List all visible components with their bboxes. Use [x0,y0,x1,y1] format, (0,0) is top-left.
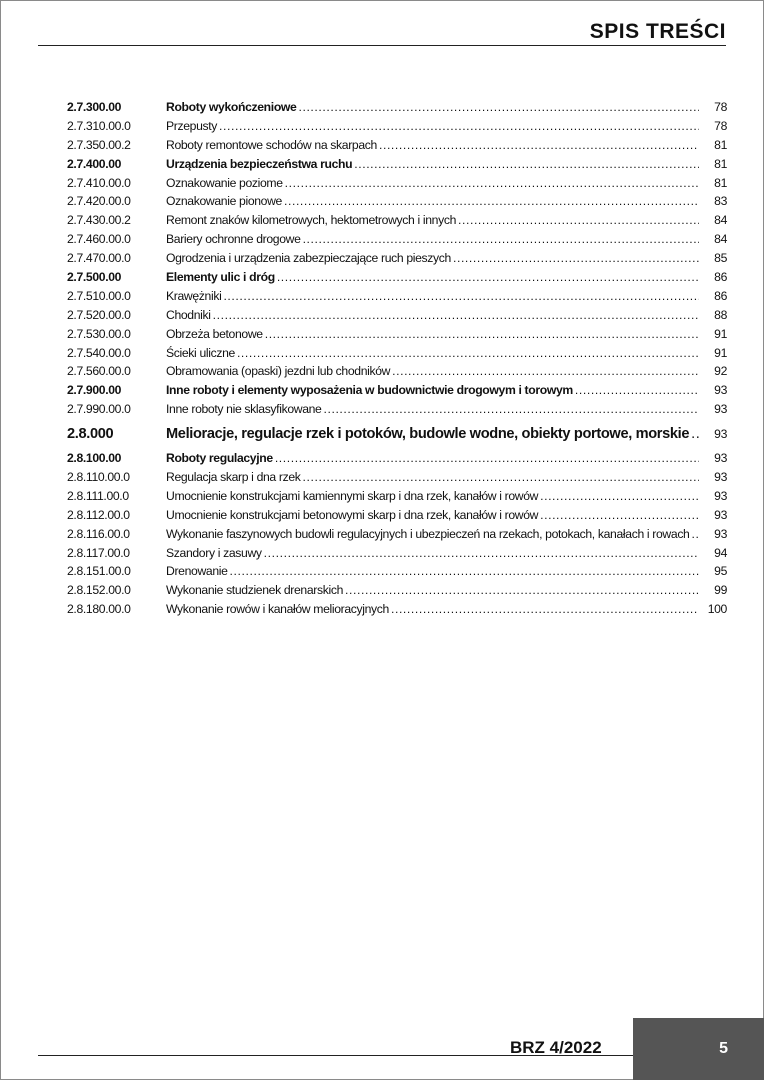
toc-entry-code: 2.7.530.00.0 [67,326,131,341]
dot-leader [345,581,699,600]
toc-entry-code: 2.8.151.00.0 [67,564,131,579]
toc-entry-page: 93 [714,451,727,466]
toc-entry[interactable] [67,230,727,249]
page-number-box [633,1018,764,1080]
toc-entry[interactable] [67,525,727,544]
toc-entry-title-wrap [166,117,703,136]
toc-entry[interactable] [67,306,727,325]
toc-entry[interactable] [67,468,727,487]
toc-entry-page: 95 [714,564,727,579]
toc-entry-title-wrap [166,400,703,419]
toc-entry[interactable] [67,381,727,400]
toc-entry-page: 91 [714,326,727,341]
toc-entry-title: Oznakowanie poziome [166,175,283,190]
toc-entry-title-wrap [166,581,703,600]
toc-entry-code: 2.8.100.00 [67,451,122,466]
dot-leader [298,98,699,117]
toc-entry[interactable] [67,419,727,449]
toc-entry-title-wrap [166,211,703,230]
toc-entry-title: Inne roboty nie sklasyfikowane [166,402,322,417]
toc-entry-code: 2.7.990.00.0 [67,402,131,417]
toc-entry-title: Regulacja skarp i dna rzek [166,470,301,485]
toc-entry-page: 84 [714,213,727,228]
toc-entry-page: 81 [714,175,727,190]
toc-entry-title: Oznakowanie pionowe [166,194,282,209]
toc-entry-code: 2.7.500.00 [67,270,122,285]
toc-entry-code: 2.7.540.00.0 [67,345,131,360]
toc-entry-title-wrap [166,487,703,506]
toc-entry-title: Umocnienie konstrukcjami betonowymi skarp i dna rzek, kanałów i rowów [166,507,539,522]
toc-entry-title: Roboty regulacyjne [166,451,273,466]
toc-entry-page: 94 [714,545,727,560]
toc-entry-title-wrap [166,544,703,563]
toc-entry-title-wrap [166,174,703,193]
toc-entry-title-wrap [166,325,703,344]
toc-entry-page: 78 [714,118,727,133]
dot-leader [692,525,700,544]
header-rule [38,45,726,46]
toc-entry[interactable] [67,344,727,363]
toc-entry-title-wrap [166,600,703,619]
toc-entry-title: Ogrodzenia i urządzenia zabezpieczające ruch pieszych [166,251,451,266]
toc-entry-title-wrap [166,230,703,249]
toc-entry-code: 2.7.350.00.2 [67,137,131,152]
toc-entry-code: 2.8.117.00.0 [67,545,130,560]
toc-entry-title: Elementy ulic i dróg [166,270,275,285]
toc-entry-title-wrap [166,344,703,363]
dot-leader [223,287,699,306]
toc-entry-title: Obrzeża betonowe [166,326,263,341]
dot-leader [458,211,699,230]
toc-entry[interactable] [67,211,727,230]
toc-entry-code: 2.8.152.00.0 [67,583,131,598]
toc-entry-page: 93 [714,470,727,485]
dot-leader [303,230,699,249]
toc-entry-code: 2.7.410.00.0 [67,175,131,190]
toc-entry-title-wrap [166,562,703,581]
toc-entry-title-wrap [166,306,703,325]
toc-entry[interactable] [67,192,727,211]
dot-leader [392,362,699,381]
toc-entry[interactable] [67,98,727,117]
toc-entry[interactable] [67,600,727,619]
toc-entry-page: 86 [714,270,727,285]
toc-entry-page: 100 [707,602,727,617]
toc-entry-title-wrap [166,268,703,287]
dot-leader [379,136,699,155]
dot-leader [275,449,699,468]
toc-entry-code: 2.8.111.00.0 [67,488,129,503]
toc-entry-code: 2.7.520.00.0 [67,307,131,322]
page-title: SPIS TREŚCI [589,20,726,43]
toc-entry[interactable] [67,155,727,174]
toc-entry[interactable] [67,544,727,563]
toc-entry-page: 93 [714,402,727,417]
toc-entry-title-wrap [166,249,703,268]
toc-entry-page: 99 [714,583,727,598]
toc-entry-title-wrap [166,287,703,306]
toc-entry-page: 88 [714,307,727,322]
toc-entry[interactable] [67,449,727,468]
toc-entry-page: 93 [714,488,727,503]
dot-leader [265,325,699,344]
toc-entry-title: Szandory i zasuwy [166,545,262,560]
toc-entry-page: 83 [714,194,727,209]
toc-entry[interactable] [67,249,727,268]
issue-label: BRZ 4/2022 [510,1038,602,1057]
dot-leader [213,306,699,325]
toc-entry-page: 78 [714,100,727,114]
toc-entry-code: 2.7.460.00.0 [67,232,131,247]
toc-entry[interactable] [67,487,727,506]
dot-leader [391,600,699,619]
dot-leader [354,155,699,174]
toc-entry-title-wrap [166,419,703,449]
toc-entry-code: 2.7.430.00.2 [67,213,131,228]
toc-entry-title: Chodniki [166,307,211,322]
toc-entry-title-wrap [166,136,703,155]
toc-entry-page: 86 [714,288,727,303]
toc-entry-title: Urządzenia bezpieczeństwa ruchu [166,156,353,171]
toc-entry-title: Umocnienie konstrukcjami kamiennymi skarp i dna rzek, kanałów i rowów [166,488,539,503]
toc-entry-code: 2.7.560.00.0 [67,364,131,379]
toc-entry[interactable] [67,581,727,600]
toc-entry-title-wrap [166,155,703,174]
toc-entry-title-wrap [166,449,703,468]
toc-entry-code: 2.8.116.00.0 [67,526,130,541]
toc-entry-title: Ścieki uliczne [166,345,235,360]
toc-entry-title: Roboty remontowe schodów na skarpach [166,137,377,152]
toc-entry-title: Remont znaków kilometrowych, hektometrowych i innych [166,213,456,228]
toc-entry-title: Krawężniki [166,288,222,303]
dot-leader [285,174,699,193]
toc-entry-page: 81 [714,156,727,171]
dot-leader [277,268,699,287]
toc-entry[interactable] [67,506,727,525]
toc-entry-page: 91 [714,345,727,360]
toc-entry-title-wrap [166,525,703,544]
toc-entry-page: 93 [714,526,727,541]
toc-entry-code: 2.7.400.00 [67,156,122,171]
toc-entry-title: Wykonanie studzienek drenarskich [166,583,344,598]
toc-entry-code: 2.8.180.00.0 [67,602,131,617]
toc-entry-code: 2.7.300.00 [67,100,122,114]
toc-entry-title-wrap [166,362,703,381]
dot-leader [323,400,699,419]
toc-entry-title: Wykonanie rowów i kanałów melioracyjnych [166,602,389,617]
dot-leader [453,249,699,268]
dot-leader [284,192,699,211]
toc-entry-title: Obramowania (opaski) jezdni lub chodników [166,364,391,379]
toc-entry-code: 2.8.000 [67,426,114,443]
toc-entry-title-wrap [166,381,703,400]
toc-entry-title: Roboty wykończeniowe [166,100,297,114]
toc-entry-code: 2.7.420.00.0 [67,194,131,209]
toc-entry[interactable] [67,562,727,581]
dot-leader [230,562,699,581]
toc-entry-page: 93 [714,383,727,398]
toc-entry-page: 93 [714,427,727,442]
toc-entry-code: 2.7.900.00 [67,383,122,398]
toc-entry[interactable] [67,174,727,193]
toc-entry[interactable] [67,268,727,287]
dot-leader [219,117,699,136]
dot-leader [264,544,699,563]
toc-entry-code: 2.7.510.00.0 [67,288,131,303]
toc-entry-title-wrap [166,192,703,211]
toc-entry-title: Przepusty [166,118,218,133]
page-number: 5 [719,1040,728,1057]
toc-entry[interactable] [67,325,727,344]
toc-entry-title-wrap [166,98,703,117]
toc-entry[interactable] [67,117,727,136]
toc-entry-code: 2.8.112.00.0 [67,507,130,522]
toc-entry[interactable] [67,400,727,419]
toc-entry-title-wrap [166,468,703,487]
toc-entry-title: Wykonanie faszynowych budowli regulacyjnych i ubezpieczeń na rzekach, potokach, kanałach i rowach [166,526,690,541]
dot-leader [303,468,699,487]
toc-entry-page: 93 [714,507,727,522]
toc-entry[interactable] [67,287,727,306]
toc-entry-code: 2.7.470.00.0 [67,251,131,266]
dot-leader [540,487,699,506]
toc-entry[interactable] [67,136,727,155]
toc-entry-title: Melioracje, regulacje rzek i potoków, budowle wodne, obiekty portowe, morskie [166,426,690,443]
toc-entry-title: Bariery ochronne drogowe [166,232,301,247]
table-of-contents [67,98,727,619]
toc-entry-code: 2.8.110.00.0 [67,470,130,485]
toc-entry-page: 92 [714,364,727,379]
toc-entry-title: Drenowanie [166,564,228,579]
dot-leader [540,506,699,525]
dot-leader [691,419,699,449]
dot-leader [237,344,699,363]
toc-entry-title: Inne roboty i elementy wyposażenia w budownictwie drogowym i torowym [166,383,573,398]
toc-entry-code: 2.7.310.00.0 [67,118,131,133]
toc-entry-page: 84 [714,232,727,247]
toc-entry[interactable] [67,362,727,381]
toc-entry-title-wrap [166,506,703,525]
toc-entry-page: 85 [714,251,727,266]
dot-leader [575,381,699,400]
toc-entry-page: 81 [714,137,727,152]
